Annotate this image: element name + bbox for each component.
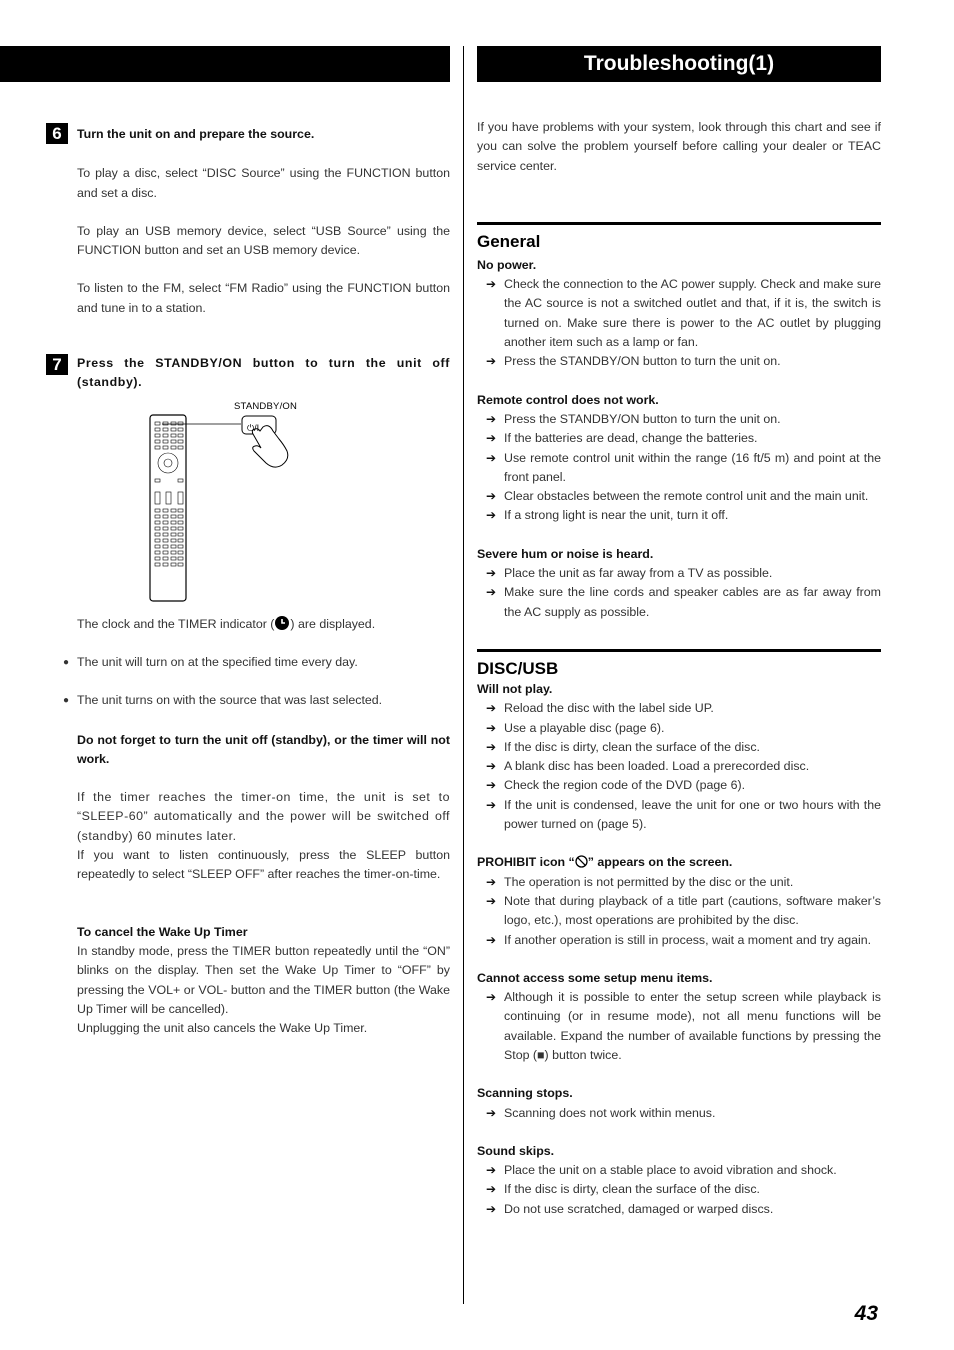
solution-item: ➔ Clear obstacles between the remote control unit and the main unit. [477,487,881,506]
solution-item: ➔ Reload the disc with the label side UP. [477,699,881,718]
remote-illustration [77,397,450,613]
solution-item: ➔ If the batteries are dead, change the batteries. [477,429,881,448]
step-6-disc-text: To play a disc, select “DISC Source” using the FUNCTION button and set a disc. [77,166,450,200]
step-6-usb-text: To play an USB memory device, select “USB Source” using the FUNCTION button and set an USB memory device. [77,223,450,258]
solution-item: ➔ If another operation is still in process, wait a moment and try again. [477,931,881,950]
bullet-item [63,653,450,672]
arrow-icon: ➔ [486,797,497,812]
solution-item: ➔ If a strong light is near the unit, turn it off. [477,506,881,525]
solution-item: ➔ Press the STANDBY/ON button to turn the unit on. [477,352,881,371]
arrow-icon: ➔ [486,1105,497,1120]
problem-heading: No power. [477,257,537,272]
problem-heading: Cannot access some setup menu items. [477,970,713,985]
arrow-icon: ➔ [486,508,497,523]
arrow-icon: ➔ [486,893,497,908]
intro-paragraph: If you have problems with your system, look through this chart and see if you can solve the problem yourself before calling your dealer or TEAC service center. [477,120,881,173]
problem-heading: Sound skips. [477,1143,555,1158]
solution-item: ➔ A blank disc has been loaded. Load a prerecorded disc. [477,757,881,776]
arrow-icon: ➔ [486,932,497,947]
arrow-icon: ➔ [486,566,497,581]
step-6-fm-text: To listen to the FM, select “FM Radio” using the FUNCTION button and tune in to a station. [77,281,450,315]
problem-heading: Remote control does not work. [477,392,659,407]
bullet-item [63,691,450,710]
solution-item: ➔ Press the STANDBY/ON button to turn the unit on. [477,410,881,429]
solution-item: ➔ Note that during playback of a title part (cautions, software maker’s logo, etc.), most operations are prohibited by the disc. [486,893,881,928]
solution-item: ➔ Use remote control unit within the range (16 ft/5 m) and point at the front panel. [486,450,881,484]
stop-icon: ■ [537,1047,545,1062]
step-7-badge: 7 [46,354,68,375]
arrow-icon: ➔ [486,489,497,504]
solution-item: ➔ If the unit is condensed, leave the unit for one or two hours with the power turned on (page 5). [486,797,881,832]
solution-item: ➔ If the disc is dirty, clean the surface of the disc. [477,738,881,757]
arrow-icon: ➔ [486,739,497,754]
section-rule [477,222,881,225]
solution-item: ➔ Scanning does not work within menus. [477,1104,881,1123]
clock-text-part-a: The clock and the TIMER indicator ( [77,616,275,631]
problem-heading: Will not play. [477,681,553,696]
page-title: Troubleshooting(1) [583,52,775,75]
clock-text-part-b: ) are displayed. [290,616,376,631]
header-bar-left [0,46,450,82]
arrow-icon: ➔ [486,1163,497,1178]
prohibit-icon [575,855,588,868]
arrow-icon: ➔ [486,585,497,600]
step-6-heading: Turn the unit on and prepare the source. [77,127,315,141]
header-bar [477,46,881,82]
arrow-icon: ➔ [486,759,497,774]
solution-item: ➔ Check the region code of the DVD (page 6). [477,776,881,795]
sleep-paragraph-1: If the timer reaches the timer-on time, the unit is set to “SLEEP-60” automatically and the power will be switched off (standby) 60 minutes later. [77,790,450,843]
bullet-text-daily: The unit will turn on at the specified time every day. [77,654,358,669]
step-6-badge: 6 [46,123,68,144]
section-rule [477,649,881,652]
arrow-icon: ➔ [486,411,497,426]
arrow-icon: ➔ [486,1182,497,1197]
solution-item: ➔ Do not use scratched, damaged or warped discs. [477,1200,881,1219]
problem-heading: Scanning stops. [477,1086,573,1101]
arrow-icon: ➔ [486,431,497,446]
solution-item: ➔ Check the connection to the AC power supply. Check and make sure the AC source is not a switched outlet and that, if it is, the switch is turned on. Make sure there is power to the AC outlet by plugging another item such as a lamp or fan. [486,277,881,350]
standby-on-label: STANDBY/ON [234,400,298,412]
column-divider [463,46,464,1304]
power-button-symbol: ⏻/I [247,422,260,433]
bullet-text-source: The unit turns on with the source that was last selected. [77,693,383,708]
arrow-icon: ➔ [486,778,497,793]
arrow-icon: ➔ [486,354,497,369]
section-title-general: General [477,231,541,251]
left-column [63,125,450,1038]
arrow-icon: ➔ [486,701,497,716]
problem-heading: Severe hum or noise is heard. [477,546,654,561]
section-title-disc-usb: DISC/USB [477,658,559,678]
bullet-dot: ● [63,656,70,668]
timer-warning: Do not forget to turn the unit off (standby), or the timer will not work. [77,732,450,766]
arrow-icon: ➔ [486,874,497,889]
remote-control-drawing [77,397,450,613]
problem-heading-prohibit: PROHIBIT icon “ ” appears on the screen. [477,855,733,870]
timer-indicator-icon [274,615,290,631]
solution-item: ➔ Although it is possible to enter the setup screen while playback is continuing (or in resume mode), not all menu functions will be available. Expand the number of available functions by pressing the Stop (■) button twice. [486,990,881,1062]
solution-item: ➔ Use a playable disc (page 6). [477,719,881,738]
step-7-heading: Press the STANDBY/ON button to turn the unit off (standby). [77,356,450,390]
arrow-icon: ➔ [486,1201,497,1216]
arrow-icon: ➔ [486,720,497,735]
solution-item: ➔ If the disc is dirty, clean the surface of the disc. [477,1180,881,1199]
bullet-dot: ● [63,695,70,707]
sleep-paragraph-2: If you want to listen continuously, press the SLEEP button repeatedly to select “SLEEP OFF” after reaches the timer-on-time. [77,848,450,882]
solution-item: ➔ Place the unit as far away from a TV as possible. [477,564,881,583]
arrow-icon: ➔ [486,450,497,465]
clock-indicator-text [77,615,450,634]
unplug-paragraph: Unplugging the unit also cancels the Wake Up Timer. [77,1021,368,1036]
solution-item: ➔ Place the unit on a stable place to avoid vibration and shock. [477,1161,881,1180]
solution-item: ➔ Make sure the line cords and speaker cables are as far away from the AC supply as possible. [486,585,881,619]
cancel-timer-heading: To cancel the Wake Up Timer [77,924,248,939]
arrow-icon: ➔ [486,990,497,1005]
arrow-icon: ➔ [486,277,497,292]
solution-item: ➔ The operation is not permitted by the disc or the unit. [477,873,881,892]
cancel-timer-paragraph: In standby mode, press the TIMER button repeatedly until the “ON” blinks on the display. Then set the Wake Up Timer to “OFF” by pressing the VOL+ or VOL- button and the TIMER button (the Wake Up Timer will be cancelled). [77,943,450,1016]
right-column [477,118,881,1219]
page-number: 43 [854,1302,878,1325]
